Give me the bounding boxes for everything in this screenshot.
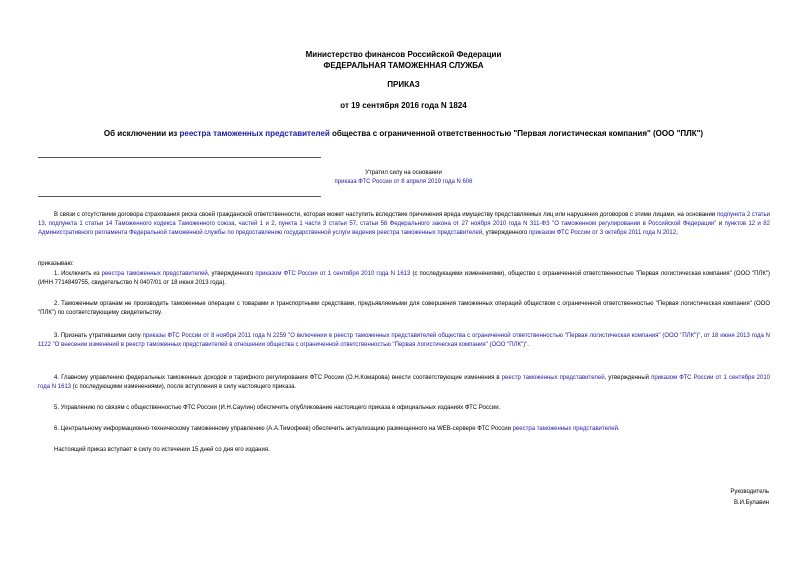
clause-1: 1. Исключить из реестра таможенных представителей, утвержденного приказом ФТС России от 1 сентября 2010 года N 1613 (с последующими изменениями), общество с ограниченной ответственностью "Первая логистическая компания" (ООО "ПЛК") (ИНН 7714849755, свидетельство N 0407/01 от 18 июня 2013 года). (38, 271, 770, 286)
law-link[interactable]: подпункта 1 статьи 14 Таможенного кодекса Таможенного союза (48, 221, 235, 227)
law-link[interactable]: приказом ФТС России от 3 октября 2011 года N 2012 (529, 230, 677, 236)
document-date-number: от 19 сентября 2016 года N 1824 (340, 101, 467, 110)
law-link[interactable]: статьи 58 Федерального закона от 27 ноября 2010 года N 311-ФЗ "О таможенном регулировании в Российской Федерации" (360, 221, 717, 227)
order-link[interactable]: приказом ФТС России от 1 сентября 2010 года N 1613 (255, 271, 411, 277)
page-title: Об исключении из реестра таможенных представителей общества с ограниченной ответственностью "Первая логистическая компания" (ООО "ПЛК") (103, 129, 704, 138)
ministry-name: Министерство финансов Российской Федерации (305, 50, 502, 59)
lost-force-note: Утратил силу на основании приказа ФТС России от 8 апреля 2019 года N 606 (321, 169, 486, 187)
service-name: ФЕДЕРАЛЬНАЯ ТАМОЖЕННАЯ СЛУЖБА (323, 61, 484, 70)
law-link[interactable]: подпункта 2 статьи 13 (38, 212, 770, 227)
law-link[interactable]: пункта 1 части 3 статьи 57 (278, 221, 356, 227)
divider-bottom (38, 196, 321, 197)
signer-position: Руководитель (730, 489, 769, 495)
registry-link[interactable]: реестр таможенных представителей (501, 375, 605, 381)
clause-2: 2. Таможенным органам не производить таможенные операции с товарами и транспортными средствами, предъявляемыми для совершения таможенных операций обществом с ограниченной ответственностью "Первая логистическая компания" (ООО "ПЛК") по соответствующему свидетельству. (38, 301, 770, 316)
signature-block (730, 487, 769, 509)
registry-link[interactable]: реестра таможенных представителей (512, 426, 618, 432)
clause-4: 4. Главному управлению федеральных таможенных доходов и тарифного регулирования ФТС России (О.Н.Комарова) внести соответствующие изменения в реестр таможенных представителей, утвержденный приказом ФТС России от 1 сентября 2010 года N 1613 (с последующими изменениями), после вступления в силу настоящего приказа. (38, 375, 771, 390)
clause-5: 5. Управлению по связям с общественностью ФТС России (И.Н.Саулин) обеспечить опубликование настоящего приказа в официальных изданиях ФТС России. (54, 405, 501, 411)
law-link[interactable]: пунктов 12 и 82 Административного регламента Федеральной таможенной службы по предоставлению государственной услуги ведения реестра таможенных представителей (38, 221, 770, 236)
repeal-order-link[interactable]: приказа ФТС России от 8 апреля 2019 года N 606 (334, 179, 473, 185)
clause-6: 6. Центральному информационно-техническому таможенному управлению (А.А.Тимофеев) обеспечить актуализацию размещенного на WEB-сервере ФТС России реестра таможенных представителей. (54, 426, 620, 432)
signer-name: В.И.Булавин (733, 500, 769, 506)
document-type: ПРИКАЗ (387, 80, 420, 89)
order-word: приказываю: (38, 261, 74, 267)
order-link[interactable]: приказом ФТС России от 1 сентября 2010 года N 1613 (38, 375, 771, 390)
document-header (0, 49, 807, 71)
divider-top (38, 157, 321, 158)
preamble-paragraph: В связи с отсутствием договора страхования риска своей гражданской ответственности, которая может наступить вследствие причинения вреда имуществу представляемых лиц или нарушения договоров с этими лицами, на основании подпункта 2 статьи 13, подпункта 1 статьи 14 Таможенного кодекса Таможенного союза, частей 1 и 2, пункта 1 части 3 статьи 57, статьи 58 Федерального закона от 27 ноября 2010 года N 311-ФЗ "О таможенном регулировании в Российской Федерации" и пунктов 12 и 82 Административного регламента Федеральной таможенной службы по предоставлению государственной услуги ведения реестра таможенных представителей, утвержденного приказом ФТС России от 3 октября 2011 года N 2012, (38, 212, 770, 236)
registry-link[interactable]: реестра таможенных представителей (179, 129, 330, 138)
clause-7: Настоящий приказ вступает в силу по истечении 15 дней со дня его издания. (54, 447, 270, 453)
order-link[interactable]: от 18 июня 2013 года N 1122 "О внесении изменений в реестр таможенных представителей в отношении общества с ограниченной ответственностью "Первая логистическая компания" (ООО "ПЛК")" (38, 333, 770, 348)
registry-link[interactable]: реестра таможенных представителей (101, 271, 208, 277)
order-link[interactable]: приказы ФТС России от 8 ноября 2011 года N 2259 "О включении в реестр таможенных представителей общества с ограниченной ответственностью "Первая логистическая компания" (ООО "ПЛК")" (142, 333, 701, 339)
clause-3: 3. Признать утратившими силу приказы ФТС России от 8 ноября 2011 года N 2259 "О включении в реестр таможенных представителей общества с ограниченной ответственностью "Первая логистическая компания" (ООО "ПЛК")", от 18 июня 2013 года N 1122 "О внесении изменений в реестр таможенных представителей в отношении общества с ограниченной ответственностью "Первая логистическая компания" (ООО "ПЛК")". (38, 333, 770, 348)
law-link[interactable]: частей 1 и 2 (238, 221, 275, 227)
